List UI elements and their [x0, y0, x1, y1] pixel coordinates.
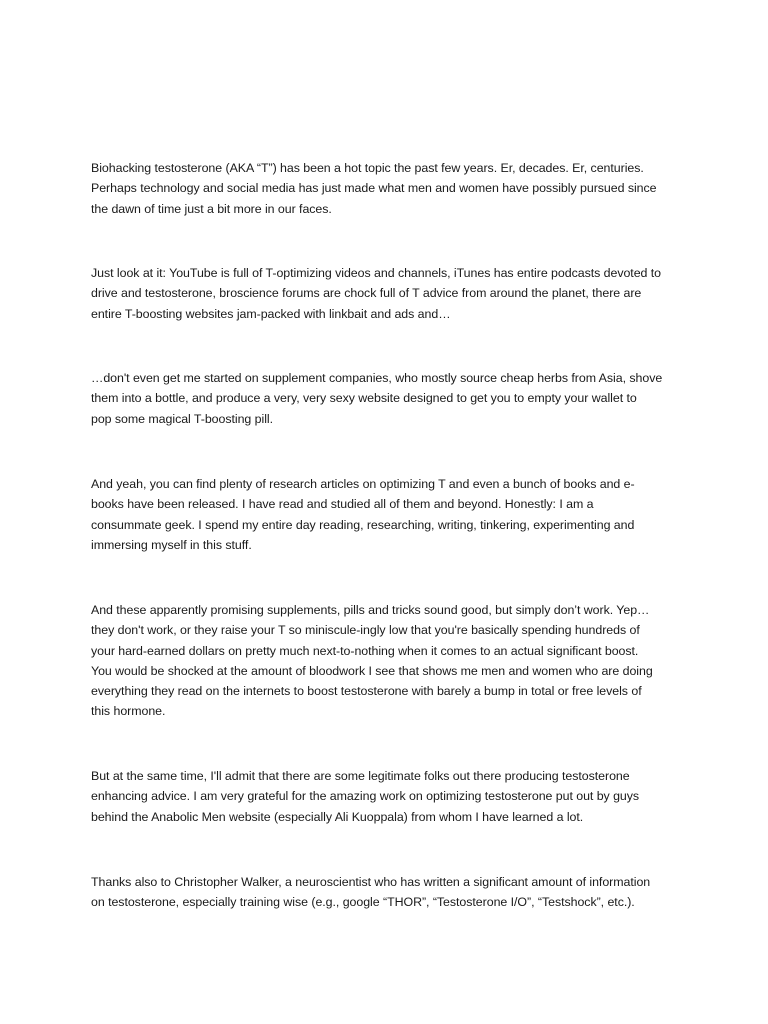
paragraph-line: behind the Anabolic Men website (especially Ali Kuoppala) from whom I have learned a lot. [91, 809, 584, 824]
paragraph-line: And yeah, you can find plenty of research articles on optimizing T and even a bunch of books and e- [91, 477, 635, 491]
paragraph-line: they don't work, or they raise your T so miniscule-ingly low that you're basically spending hundreds of [91, 623, 640, 638]
paragraph-line: Thanks also to Christopher Walker, a neuroscientist who has written a significant amount of information [91, 875, 651, 889]
paragraph-3 [91, 368, 691, 429]
paragraph-line: immersing myself in this stuff. [91, 537, 252, 552]
paragraph-6 [91, 766, 691, 827]
paragraph-4 [91, 474, 691, 555]
paragraph-line: You would be shocked at the amount of bloodwork I see that shows me men and women who are doing [91, 663, 653, 678]
paragraph-line: this hormone. [91, 704, 166, 719]
paragraph-line: Biohacking testosterone (AKA “T”) has been a hot topic the past few years. Er, decades. Er, centuries. [91, 161, 644, 175]
paragraph-line: books have been released. I have read and studied all of them and beyond. Honestly: I am a [91, 497, 594, 512]
paragraph-line: But at the same time, I'll admit that there are some legitimate folks out there producing testosterone [91, 769, 630, 783]
paragraph-line: on testosterone, especially training wise (e.g., google “THOR”, “Testosterone I/O”, “Testshock”, etc.). [91, 895, 635, 910]
paragraph-line: them into a bottle, and produce a very, very sexy website designed to get you to empty your wallet to [91, 391, 637, 406]
paragraph-5 [91, 600, 691, 722]
paragraph-line: pop some magical T-boosting pill. [91, 411, 274, 426]
paragraph-line: And these apparently promising supplements, pills and tricks sound good, but simply don’t work. Yep… [91, 603, 650, 617]
paragraph-line: consummate geek. I spend my entire day reading, researching, writing, tinkering, experimenting and [91, 517, 635, 532]
paragraph-line: entire T-boosting websites jam-packed with linkbait and ads and… [91, 306, 451, 321]
paragraph-line: the dawn of time just a bit more in our faces. [91, 201, 332, 216]
paragraph-line: everything they read on the internets to boost testosterone with barely a bump in total or free levels of [91, 684, 642, 699]
paragraph-line: …don't even get me started on supplement companies, who mostly source cheap herbs from Asia, shove [91, 371, 663, 385]
paragraph-line: drive and testosterone, broscience forums are chock full of T advice from around the planet, there are [91, 286, 642, 301]
paragraph-line: Perhaps technology and social media has just made what men and women have possibly pursued since [91, 181, 657, 196]
paragraph-7 [91, 872, 691, 913]
paragraph-1 [91, 158, 691, 219]
paragraph-line: your hard-earned dollars on pretty much next-to-nothing when it comes to an actual significant boost. [91, 643, 639, 658]
paragraph-line: Just look at it: YouTube is full of T-optimizing videos and channels, iTunes has entire podcasts devoted to [91, 266, 662, 280]
paragraph-2 [91, 263, 691, 324]
paragraph-line: enhancing advice. I am very grateful for the amazing work on optimizing testosterone put out by guys [91, 789, 640, 804]
